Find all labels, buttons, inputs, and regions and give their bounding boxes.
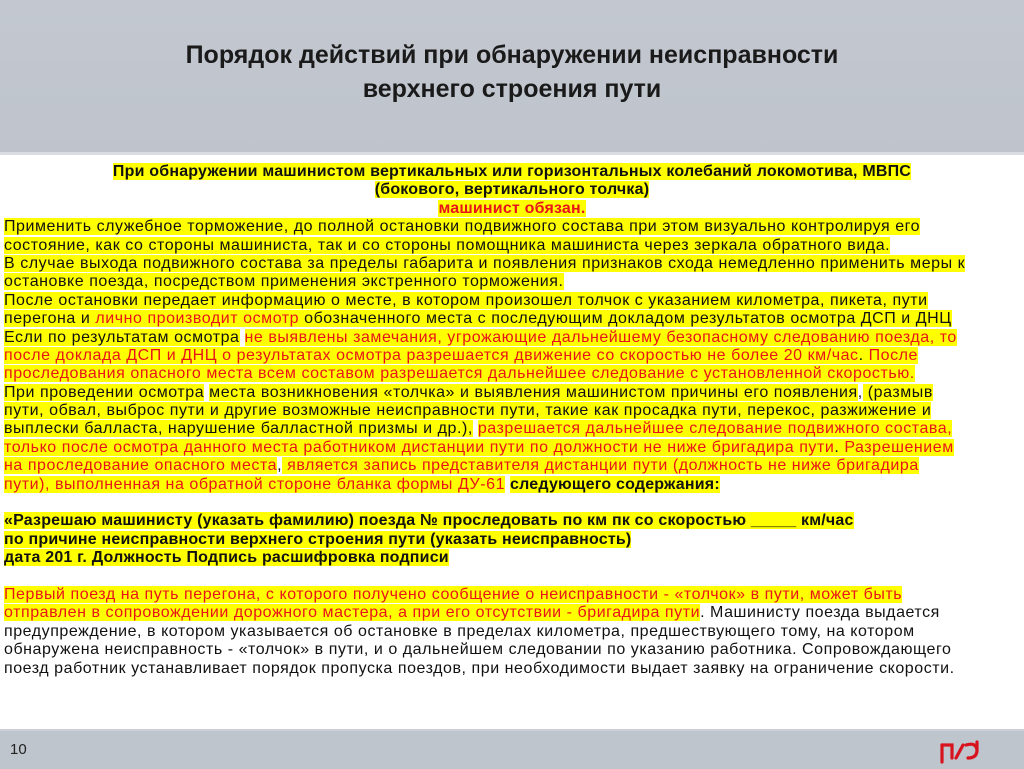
slide-header [0, 0, 1024, 155]
highlighted-red-text: лично производит осмотр [95, 310, 300, 328]
highlighted-red-text: машинист обязан. [438, 199, 586, 217]
text-line [4, 512, 1020, 530]
text-line [4, 402, 1020, 420]
text-line [4, 255, 1020, 273]
text-line [4, 292, 1020, 310]
text-segment: места возникновения «толчка» и выявления машинистом причины его появления [209, 383, 858, 401]
highlighted-red-text: проследования опасного места всем составом разрешается дальнейшее следование с установленной скоростью. [4, 365, 915, 383]
text-line [4, 476, 1020, 494]
title-line-1: Порядок действий при обнаружении неисправности [185, 41, 839, 69]
text-segment: выплески балласта, нарушение балластной призмы и др.), [4, 420, 473, 438]
text-segment: состояние, как со стороны машиниста, так и со стороны помощника машиниста через зеркала обратного вида. [4, 236, 891, 254]
text-line [4, 200, 1020, 218]
text-line [4, 384, 1020, 402]
highlighted-red-text: Первый поезд на путь перегона, с которого получено сообщение о неисправности - «толчок» в пути, может быть [4, 585, 903, 603]
text-segment: . Машинисту поезда выдается [700, 604, 940, 622]
text-line [4, 439, 1020, 457]
slide-body-text [4, 163, 1020, 678]
highlighted-red-text: Разрешением [844, 438, 954, 456]
text-line [4, 329, 1020, 347]
text-line [4, 586, 1020, 604]
text-segment: При проведении осмотра [4, 383, 205, 401]
text-line [4, 457, 1020, 475]
highlighted-red-text: отправлен в сопровождении дорожного мастера, а при его отсутствии - бригадира пути [4, 604, 701, 622]
text-segment: . [858, 346, 869, 364]
text-segment: перегона и [4, 310, 96, 328]
text-segment: Применить служебное торможение, до полной остановки подвижного состава при этом визуально контролируя его [4, 218, 921, 236]
text-segment: , [277, 457, 283, 475]
text-segment: по причине неисправности верхнего строения пути (указать неисправность) [4, 530, 632, 548]
text-segment: пути, обвал, выброс пути и другие возможные неисправности пути, такие как просадка пути, перекос, разжижение и [4, 402, 932, 420]
highlighted-red-text: После [868, 346, 918, 364]
highlighted-red-text: на проследование опасного места [4, 457, 278, 475]
rzd-logo-icon [936, 736, 986, 766]
text-segment: После остановки передает информацию о месте, в котором произошел толчок с указанием километра, пикета, пути [4, 291, 928, 309]
page-number: 10 [10, 741, 27, 758]
slide-title [0, 38, 1024, 106]
text-segment: предупреждение, в котором указывается об остановке в пределах километра, предшествующего тому, на котором [4, 622, 915, 640]
text-line [4, 641, 1020, 659]
text-line [4, 494, 1020, 512]
highlighted-red-text: пути), выполненная на обратной стороне бланка формы ДУ-61 [4, 475, 506, 493]
text-line [4, 163, 1020, 181]
text-line [4, 310, 1020, 328]
text-segment: дата 201 г. Должность Подпись расшифровка подписи [4, 549, 449, 567]
text-line [4, 218, 1020, 236]
text-line [4, 365, 1020, 383]
text-line [4, 531, 1020, 549]
text-line [4, 623, 1020, 641]
text-line [4, 660, 1020, 678]
text-segment: В случае выхода подвижного состава за пределы габарита и появления признаков схода немедленно применить меры к [4, 254, 966, 272]
text-segment: остановке поезда, посредством применения экстренного торможения. [4, 273, 564, 291]
text-segment [240, 329, 245, 346]
text-segment: (размыв [862, 383, 933, 401]
text-segment: . [834, 438, 845, 456]
highlighted-red-text: является запись представителя дистанции пути (должность не ниже бригадира [282, 457, 919, 475]
highlighted-red-text: после доклада ДСП и ДНЦ о результатах осмотра разрешается движение со скоростью не более 20 км/час [4, 346, 859, 364]
slide-footer [0, 729, 1024, 769]
text-segment: , [857, 383, 863, 401]
text-line [4, 347, 1020, 365]
text-line [4, 273, 1020, 291]
text-segment: обнаружена неисправность - «толчок» в пути, и о дальнейшем следовании по указанию работника. Сопровождающего [4, 641, 952, 659]
text-segment: (бокового, вертикального толчка) [374, 181, 650, 199]
highlighted-red-text: не выявлены замечания, угрожающие дальнейшему безопасному следованию поезда, то [244, 328, 957, 346]
highlighted-red-text: разрешается дальнейшее следование подвижного состава, [477, 420, 953, 438]
text-line [4, 604, 1020, 622]
text-segment: Если по результатам осмотра [4, 328, 240, 346]
text-segment: обозначенного места с последующим докладом результатов осмотра ДСП и ДНЦ [299, 310, 952, 328]
title-line-2: верхнего строения пути [362, 75, 662, 103]
text-line [4, 420, 1020, 438]
text-line [4, 237, 1020, 255]
text-segment: При обнаружении машинистом вертикальных или горизонтальных колебаний локомотива, МВПС [112, 163, 912, 180]
text-line [4, 181, 1020, 199]
text-line [4, 568, 1020, 586]
text-segment: следующего содержания: [510, 475, 720, 493]
text-line [4, 549, 1020, 567]
highlighted-red-text: только после осмотра данного места работником дистанции пути по должности не ниже бригадира пути [4, 438, 835, 456]
text-segment: поезд работник устанавливает порядок пропуска поездов, при необходимости выдает заявку на ограничение скорости. [4, 659, 955, 677]
text-segment: «Разрешаю машинисту (указать фамилию) поезда № проследовать по км пк со скоростью _____ км/час [4, 512, 854, 530]
